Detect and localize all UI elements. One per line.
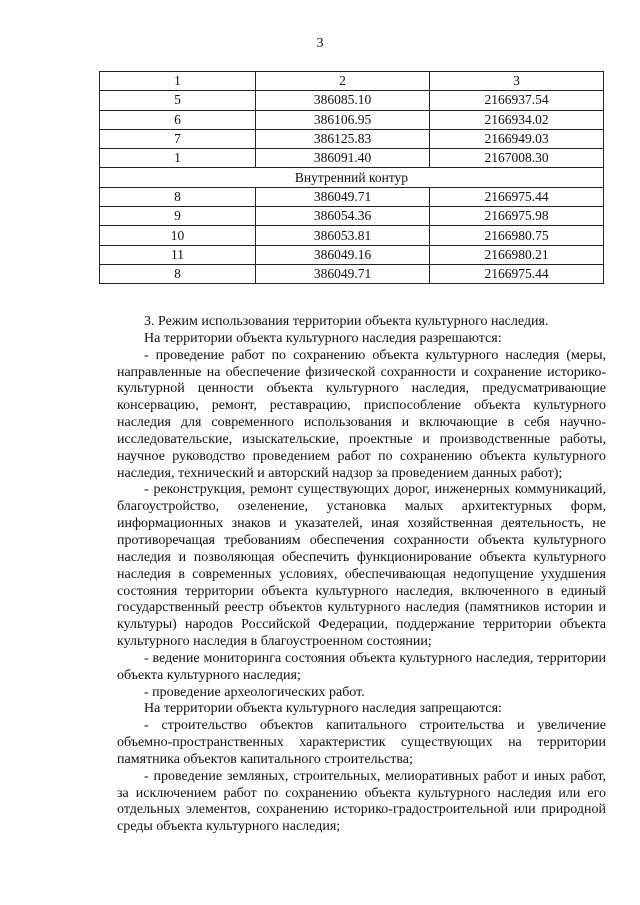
section-label: Внутренний контур bbox=[100, 168, 604, 187]
table-cell: 1 bbox=[100, 72, 256, 91]
paragraph: На территории объекта культурного наследия разрешаются: bbox=[144, 330, 502, 346]
table-cell: 386049.16 bbox=[256, 245, 430, 264]
table-row bbox=[100, 264, 604, 283]
list-item: - реконструкция, ремонт существующих дорог, инженерных коммуникаций, благоустройство, озеленение, установка малых архитектурных форм, информационных знаков и указателей, иная хозяйственная деятельность, не противоречащая требованиям обеспечения сохранности объекта культурного наследия и позволяющая обеспечить функционирование объекта культурного наследия в современных условиях, обеспечивающая недопущение ухудшения состояния территории объекта культурного наследия, включенного в единый государственный реестр объектов культурного наследия (памятников истории и культуры) народов Российской Федерации, поддержание территории объекта культурного наследия в благоустроенном состоянии; bbox=[117, 482, 606, 650]
table-cell: 10 bbox=[100, 226, 256, 245]
list-item: - проведение земляных, строительных, мелиоративных работ и иных работ, за исключением работ по сохранению объекта культурного наследия или его отдельных элементов, сохранению историко-градостроительной или природной среды объекта культурного наследия; bbox=[117, 768, 606, 835]
list-item: - строительство объектов капитального строительства и увеличение объемно-пространственных характеристик существующих на территории памятника объектов капитального строительства; bbox=[117, 718, 606, 767]
table-cell: 2166975.44 bbox=[430, 264, 604, 283]
table-cell: 11 bbox=[100, 245, 256, 264]
table-row bbox=[100, 91, 604, 110]
table-cell: 9 bbox=[100, 207, 256, 226]
table-row bbox=[100, 149, 604, 168]
table-cell: 386053.81 bbox=[256, 226, 430, 245]
table-cell: 386125.83 bbox=[256, 129, 430, 148]
table-cell: 2 bbox=[256, 72, 430, 91]
table-cell: 8 bbox=[100, 187, 256, 206]
table-row bbox=[100, 245, 604, 264]
table-header-row bbox=[100, 72, 604, 91]
section-heading: 3. Режим использования территории объекта культурного наследия. bbox=[144, 314, 549, 329]
table-cell: 386091.40 bbox=[256, 149, 430, 168]
table-cell: 3 bbox=[430, 72, 604, 91]
table-cell: 386049.71 bbox=[256, 264, 430, 283]
table-cell: 5 bbox=[100, 91, 256, 110]
document-body bbox=[117, 314, 606, 836]
table-cell: 6 bbox=[100, 110, 256, 129]
table-cell: 7 bbox=[100, 129, 256, 148]
table-cell: 2166980.75 bbox=[430, 226, 604, 245]
table-cell: 2166980.21 bbox=[430, 245, 604, 264]
table-row bbox=[100, 226, 604, 245]
paragraph: На территории объекта культурного наследия запрещаются: bbox=[144, 701, 502, 717]
table-row bbox=[100, 129, 604, 148]
table-section-row bbox=[100, 168, 604, 187]
list-item: - ведение мониторинга состояния объекта культурного наследия, территории объекта культурного наследия; bbox=[117, 650, 606, 683]
table-cell: 2167008.30 bbox=[430, 149, 604, 168]
table-row bbox=[100, 110, 604, 129]
table-cell: 386106.95 bbox=[256, 110, 430, 129]
table-cell: 2166975.44 bbox=[430, 187, 604, 206]
table-cell: 2166934.02 bbox=[430, 110, 604, 129]
table-row bbox=[100, 207, 604, 226]
table-row bbox=[100, 187, 604, 206]
list-item: - проведение археологических работ. bbox=[144, 684, 365, 700]
table-cell: 2166937.54 bbox=[430, 91, 604, 110]
table-cell: 386085.10 bbox=[256, 91, 430, 110]
page-number: 3 bbox=[316, 36, 324, 51]
table-cell: 386054.36 bbox=[256, 207, 430, 226]
table-cell: 386049.71 bbox=[256, 187, 430, 206]
table-cell: 8 bbox=[100, 264, 256, 283]
table-cell: 1 bbox=[100, 149, 256, 168]
list-item: - проведение работ по сохранению объекта культурного наследия (меры, направленные на обеспечение физической сохранности и сохранение историко-культурной ценности объекта культурного наследия, предусматривающие консервацию, ремонт, реставрацию, приспособление объекта культурного наследия для современного использования и включающие в себя научно-исследовательские, изыскательские, проектные и производственные работы, научное руководство проведением работ по сохранению объекта культурного наследия, технический и авторский надзор за проведением данных работ); bbox=[117, 347, 606, 481]
coordinates-table bbox=[99, 71, 604, 284]
table-cell: 2166975.98 bbox=[430, 207, 604, 226]
table-cell: 2166949.03 bbox=[430, 129, 604, 148]
